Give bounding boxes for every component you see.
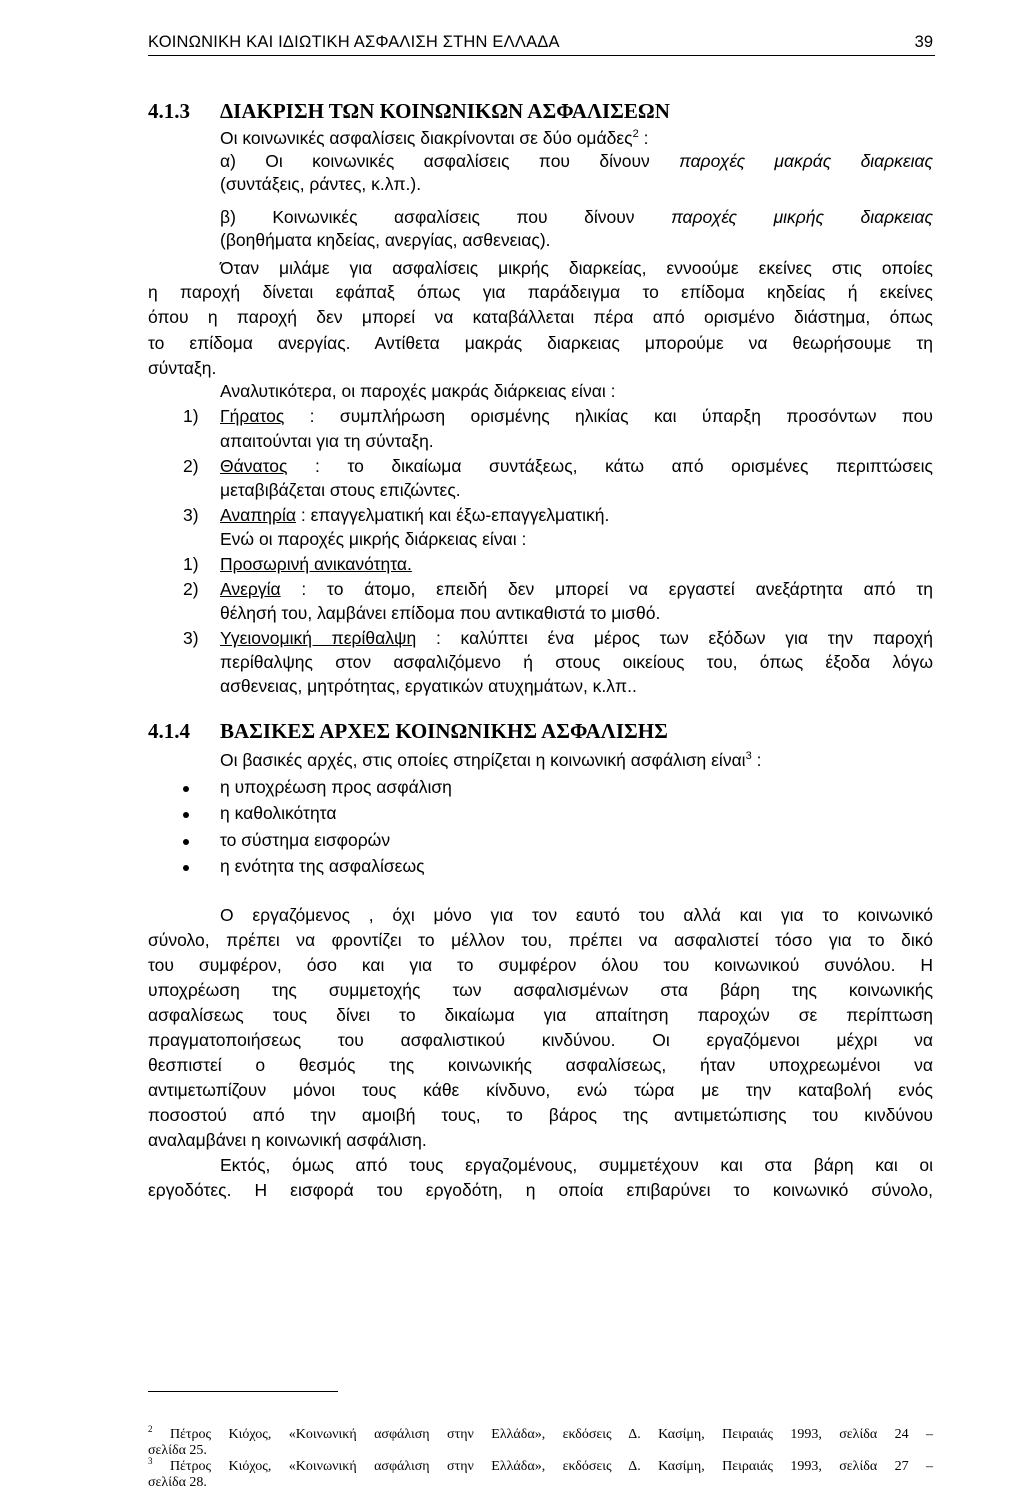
bullet-icon	[183, 865, 189, 871]
para3-line: Εκτός, όμως από τους εργαζομένους, συμμετέχουν και στα βάρη και οι	[220, 1155, 933, 1175]
bullet-icon	[183, 839, 189, 845]
long-item-1	[220, 405, 933, 428]
long-item-3-text: : επαγγελματική και έξω-επαγγελματική.	[296, 505, 610, 525]
bullet-icon	[183, 812, 189, 818]
short-benefits-intro: Ενώ οι παροχές μικρής διάρκειας είναι :	[220, 529, 527, 549]
term-old-age: Γήρατος	[220, 406, 285, 426]
para3-line: εργοδότες. Η εισφορά του εργοδότη, η οποία επιβαρύνει το κοινωνικό σύνολο,	[148, 1180, 933, 1200]
section-heading-4-1-4	[148, 719, 668, 744]
footnote-2-line2: σελίδα 25.	[148, 1443, 207, 1458]
para2-last-line: αναλαμβάνει η κοινωνική ασφάλιση.	[148, 1130, 427, 1150]
footnote-3-line2: σελίδα 28.	[148, 1475, 207, 1490]
list-item-text: η υποχρέωση προς ασφάλιση	[220, 777, 452, 797]
long-item-2	[220, 455, 933, 478]
page-number: 39	[914, 33, 933, 51]
short-item-3-cont2: ασθενειας, μητρότητας, εργατικών ατυχημάτων, κ.λπ..	[220, 676, 637, 696]
short-item-1	[220, 553, 412, 576]
section-number: 4.1.4	[148, 719, 190, 743]
term-death: Θάνατος	[220, 456, 288, 476]
para1-line: Όταν μιλάμε για ασφαλίσεις μικρής διαρκείας, εννοούμε εκείνες στις οποίες	[220, 258, 933, 278]
section-title: ΒΑΣΙΚΕΣ ΑΡΧΕΣ ΚΟΙΝΩΝΙΚΗΣ ΑΣΦΑΛΙΣΗΣ	[220, 719, 668, 743]
para1-last-line: σύνταξη.	[148, 358, 217, 378]
intro-end: :	[638, 128, 649, 148]
item-a-line1	[220, 150, 933, 173]
term-disability: Αναπηρία	[220, 505, 296, 525]
item-a-text: α) Οι κοινωνικές ασφαλίσεις που δίνουν	[220, 151, 680, 171]
short-item-3-cont: περίθαλψης στον ασφαλιζόμενο ή στους οικείους του, όπως έξοδα λόγω	[220, 652, 933, 672]
item-b-line2: (βοηθήματα κηδείας, ανεργίας, ασθενειας).	[220, 230, 551, 250]
bullet-icon	[183, 786, 189, 792]
short-item-2-number: 2)	[183, 579, 199, 599]
para2-line: υποχρέωση της συμμετοχής των ασφαλισμένων στα βάρη της κοινωνικής	[148, 980, 933, 1000]
section2-intro	[220, 749, 761, 772]
para2-line: Ο εργαζόμενος , όχι μόνο για τον εαυτό του αλλά και για το κοινωνικό	[220, 905, 933, 925]
list-item-text: το σύστημα εισφορών	[220, 830, 391, 850]
item-b-text: β) Κοινωνικές ασφαλίσεις που δίνουν	[220, 207, 672, 227]
footnote-ref-2: 2	[632, 128, 639, 140]
long-benefits-intro: Αναλυτικότερα, οι παροχές μακράς διάρκειας είναι :	[220, 381, 616, 401]
long-item-1-text: : συμπλήρωση ορισμένης ηλικίας και ύπαρξη προσόντων που	[284, 406, 933, 426]
footnote-divider	[148, 1391, 338, 1392]
item-a-italic: παροχές μακράς διαρκειας	[679, 151, 933, 171]
footnote-ref-3: 3	[745, 750, 752, 762]
long-item-2-number: 2)	[183, 456, 199, 476]
footnote-3-line1	[148, 1453, 933, 1475]
para1-line: όπου η παροχή δεν μπορεί να καταβάλλεται πέρα από ορισμένο διάστημα, όπως	[148, 307, 933, 327]
item-b-line1	[220, 206, 933, 229]
para2-line: ασφαλίσεως τους δίνει το δικαίωμα για απαίτηση παροχών σε περίπτωση	[148, 1005, 933, 1025]
item-a-line2: (συντάξεις, ράντες, κ.λπ.).	[220, 174, 422, 194]
running-header	[148, 33, 935, 56]
footnote-text: Πέτρος Κιόχος, «Κοινωνική ασφάλιση στην Ελλάδα», εκδόσεις Δ. Κασίμη, Πειραιάς 1993, σελίδα 24 –	[169, 1427, 934, 1442]
para2-line: σύνολο, πρέπει να φροντίζει το μέλλον του, πρέπει να ασφαλιστεί τόσο για το δικό	[148, 930, 933, 950]
long-item-2-cont: μεταβιβάζεται στους επιζώντες.	[220, 480, 461, 500]
para1-line: η παροχή δίνεται εφάπαξ όπως για παράδειγμα το επίδομα κηδείας ή εκείνες	[148, 282, 933, 302]
intro-text: Οι κοινωνικές ασφαλίσεις διακρίνονται σε δύο ομάδες	[220, 128, 633, 148]
section-number: 4.1.3	[148, 99, 190, 123]
long-item-2-text: : το δικαίωμα συντάξεως, κάτω από ορισμένες περιπτώσεις	[287, 456, 933, 476]
short-item-3-text: : καλύπτει ένα μέρος των εξόδων για την παροχή	[416, 628, 933, 648]
para2-line: ποσοστού από την αμοιβή τους, το βάρος της αντιμετώπισης του κινδύνου	[148, 1105, 933, 1125]
para2-line: αντιμετωπίζουν μόνοι τους κάθε κίνδυνο, ενώ τώρα με την καταβολή ενός	[148, 1080, 933, 1100]
footnote-number: 3	[148, 1456, 153, 1466]
short-item-2-cont: θέλησή του, λαμβάνει επίδομα που αντικαθιστά το μισθό.	[220, 603, 661, 623]
footnote-2-line1	[148, 1421, 933, 1443]
intro-text: Οι βασικές αρχές, στις οποίες στηρίζεται η κοινωνική ασφάλιση είναι	[220, 750, 746, 770]
term-health-care: Υγειονομική περίθαλψη	[220, 628, 417, 648]
footnote-number: 2	[148, 1424, 153, 1434]
short-item-2-text: : το άτομο, επειδή δεν μπορεί να εργαστεί ανεξάρτητα από τη	[280, 579, 933, 599]
short-item-3-number: 3)	[183, 628, 199, 648]
list-item-text: η καθολικότητα	[220, 803, 337, 823]
section-title: ΔΙΑΚΡΙΣΗ ΤΩΝ ΚΟΙΝΩΝΙΚΩΝ ΑΣΦΑΛΙΣΕΩΝ	[220, 99, 670, 123]
long-item-3-number: 3)	[183, 505, 199, 525]
long-item-3	[220, 504, 609, 527]
term-temporary-incapacity: Προσωρινή ανικανότητα.	[220, 554, 412, 574]
short-item-1-number: 1)	[183, 554, 199, 574]
para2-line: του συμφέρον, όσο και για το συμφέρον όλου του κοινωνικού συνόλου. Η	[148, 955, 933, 975]
footnote-text: Πέτρος Κιόχος, «Κοινωνική ασφάλιση στην Ελλάδα», εκδόσεις Δ. Κασίμη, Πειραιάς 1993, σελίδα 27 –	[169, 1459, 934, 1474]
intro-end: :	[751, 750, 762, 770]
long-item-1-cont: απαιτούνται για τη σύνταξη.	[220, 431, 434, 451]
short-item-3	[220, 627, 933, 650]
header-title: ΚΟΙΝΩΝΙΚΗ ΚΑΙ ΙΔΙΩΤΙΚΗ ΑΣΦΑΛΙΣΗ ΣΤΗΝ ΕΛΛΑΔΑ	[148, 33, 560, 51]
section1-intro	[220, 127, 648, 150]
list-item-text: η ενότητα της ασφαλίσεως	[220, 856, 425, 876]
para2-line: πραγματοποιήσεως του ασφαλιστικού κινδύνου. Οι εργαζόμενοι μέχρι να	[148, 1030, 933, 1050]
term-unemployment: Ανεργία	[220, 579, 281, 599]
para2-line: θεσπιστεί ο θεσμός της κοινωνικής ασφαλίσεως, ήταν υποχρεωμένοι να	[148, 1055, 933, 1075]
long-item-1-number: 1)	[183, 406, 199, 426]
short-item-2	[220, 578, 933, 601]
section-heading-4-1-3	[148, 99, 670, 124]
item-b-italic: παροχές μικρής διαρκειας	[671, 207, 933, 227]
para1-line: το επίδομα ανεργίας. Αντίθετα μακράς διαρκειας μπορούμε να θεωρήσουμε τη	[148, 333, 933, 353]
